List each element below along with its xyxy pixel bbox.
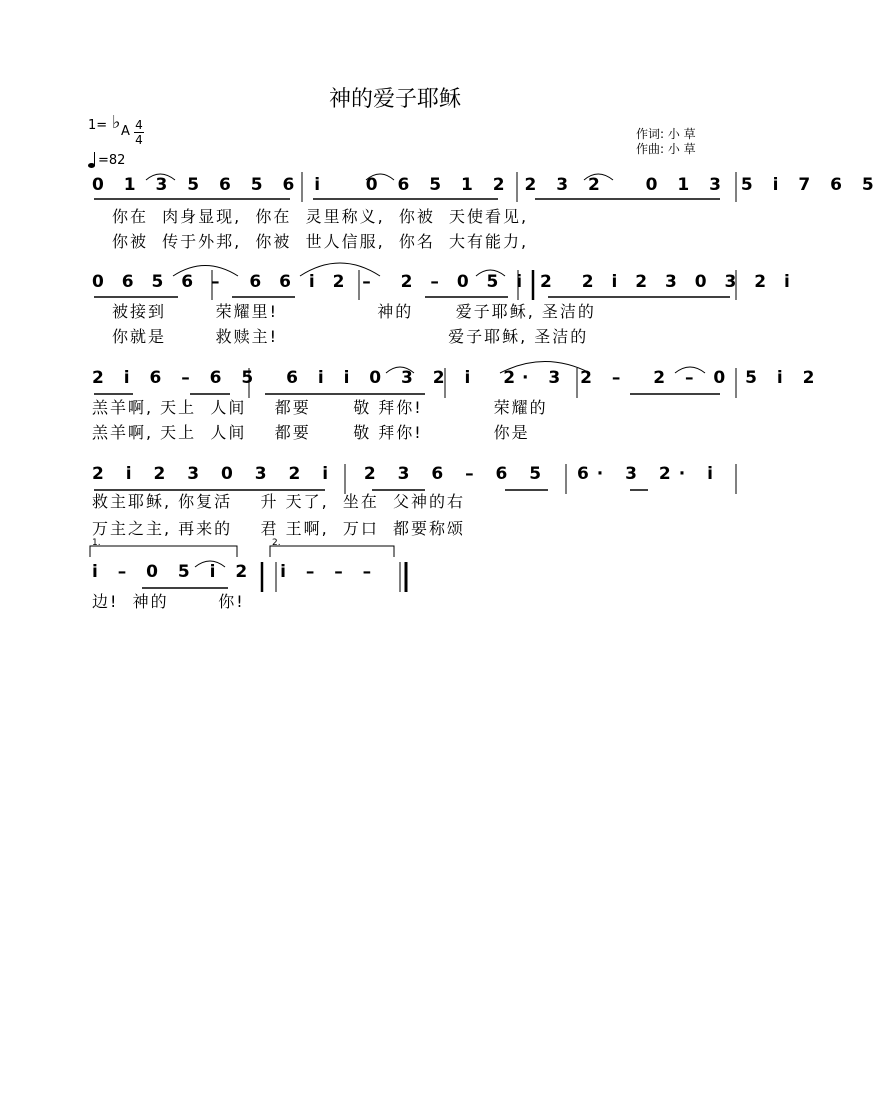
notes-row3: 2 i 6 – 6 5 6 i i 0 3 2 i 2· 3 2 – 2 – 0 5 i 2 [92,368,822,388]
lyric-row3-verse2: 羔羊啊, 天上 人间 都要 敬 拜你! 你是 [92,423,530,442]
lyric-row2-verse2: 你就是 救赎主! 爱子耶稣, 圣洁的 [112,327,589,346]
key-prefix: 1= [88,118,108,133]
lyric-row4-verse2: 万主之主, 再来的 君 王啊, 万口 都要称颂 [92,519,466,538]
song-title: 神的爱子耶稣 [328,87,461,112]
lyric-row5-verse1: 边! 神的 你! [92,592,245,611]
lyricist: 作词: 小 草 [636,127,696,141]
notes-row4: 2 i 2 3 0 3 2 i 2 3 6 – 6 5 6· 3 2· i [92,464,721,484]
notes-row1: 0 1 3 5 6 5 6 i 0 6 5 1 2 2 3 2 0 1 3 5 i 7 6 5 [92,175,881,195]
composer: 作曲: 小 草 [636,142,696,156]
lyric-row1-verse1: 你在 肉身显现, 你在 灵里称义, 你被 天使看见, [112,207,529,226]
volta-2: 2. [272,538,281,548]
notes-row5: i – 0 5 i 2 i – – – [92,562,379,582]
lyric-row3-verse1: 羔羊啊, 天上 人间 都要 敬 拜你! 荣耀的 [92,398,548,417]
notes-row2: 0 6 5 6 – 6 6 i 2 – 2 – 0 5 i 2 2 i 2 3 0 3 2 i [92,272,796,292]
key-letter: A [121,124,130,139]
lyric-row1-verse2: 你被 传于外邦, 你被 世人信服, 你名 大有能力, [112,232,529,251]
time-bottom: 4 [135,133,143,147]
time-top: 4 [135,118,143,132]
lyric-row4-verse1: 救主耶稣, 你复活 升 天了, 坐在 父神的右 [92,492,466,511]
lyric-row2-verse1: 被接到 荣耀里! 神的 爱子耶稣, 圣洁的 [112,302,596,321]
tempo-value: =82 [98,153,126,168]
volta-1: 1. [92,538,101,548]
flat-icon: ♭ [112,112,121,133]
